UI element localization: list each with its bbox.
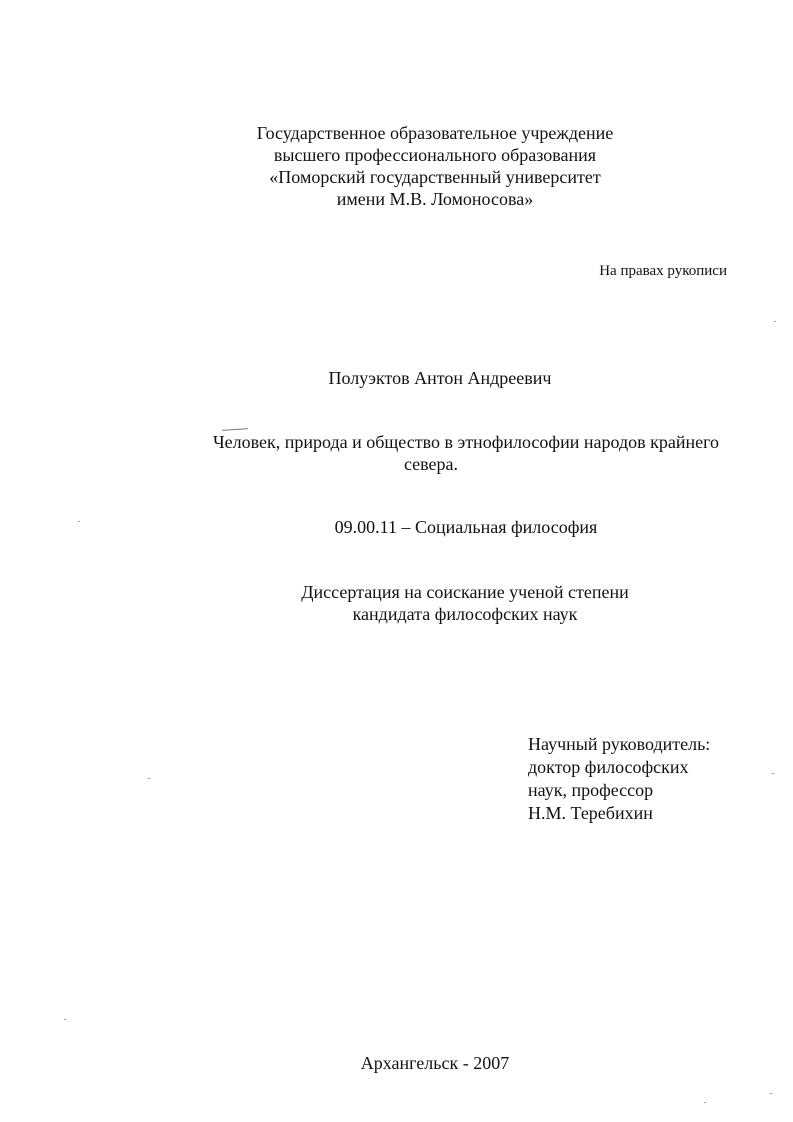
supervisor-line-4: Н.М. Теребихин [528, 803, 653, 823]
supervisor-line-3: наук, профессор [528, 780, 654, 800]
institution-block [180, 122, 690, 210]
author-name: Полуэктов Антон Андреевич [328, 368, 552, 388]
supervisor-line-2: доктор философских [528, 757, 689, 777]
scan-speck [78, 521, 80, 522]
specialty-code: 09.00.11 – Социальная философия [334, 517, 598, 537]
institution-line-3: «Поморский государственный университет [269, 167, 601, 187]
scan-speck [774, 321, 776, 322]
supervisor-block [528, 733, 710, 825]
institution-line-2: высшего профессионального образования [273, 145, 597, 165]
institution-line-1: Государственное образовательное учреждение [256, 123, 614, 143]
institution-line-4: имени М.В. Ломоносова» [336, 189, 534, 209]
supervisor-line-1: Научный руководитель: [528, 734, 711, 754]
title-line-1: Человек, природа и общество в этнофилософии народов крайнего [212, 432, 720, 452]
degree-line-1: Диссертация на соискание ученой степени [301, 582, 629, 602]
city-year: Архангельск - 2007 [360, 1053, 510, 1073]
scan-speck [704, 1102, 706, 1103]
dissertation-title [160, 431, 772, 475]
scan-speck [64, 1019, 66, 1020]
scan-speck [772, 773, 774, 774]
scan-speck [770, 1093, 772, 1094]
degree-statement [250, 581, 680, 625]
title-line-2: севера. [403, 454, 459, 474]
manuscript-note: На правах рукописи [599, 263, 727, 279]
degree-line-2: кандидата философских наук [352, 604, 578, 624]
scan-speck [148, 778, 150, 779]
